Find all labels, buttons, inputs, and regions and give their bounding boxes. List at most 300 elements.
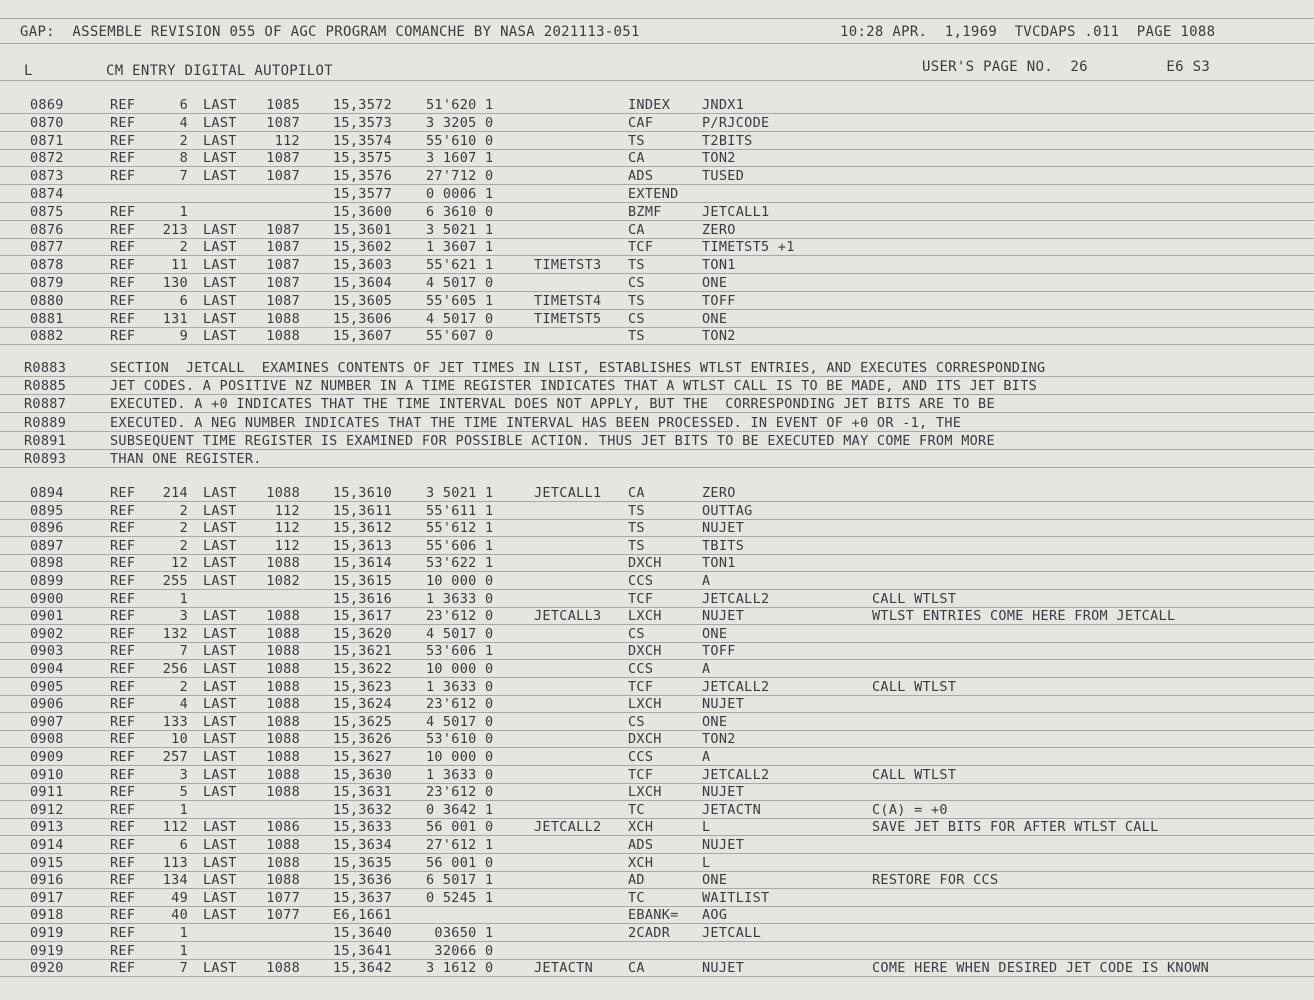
last-line: 1087 xyxy=(266,114,300,131)
last-tag: LAST xyxy=(203,696,237,713)
remark-number: R0883 xyxy=(24,360,67,376)
ref-tag: REF xyxy=(110,132,136,149)
code-label: TIMETST3 xyxy=(534,257,602,274)
ref-tag: REF xyxy=(110,537,136,554)
opcode: DXCH xyxy=(628,731,662,748)
line-number: 0914 xyxy=(30,837,64,853)
octal-code: 27'712 0 xyxy=(426,168,494,185)
ref-tag: REF xyxy=(110,328,136,345)
octal-code: 55'606 1 xyxy=(426,537,494,554)
last-tag: LAST xyxy=(203,837,237,853)
octal-code: 53'606 1 xyxy=(426,643,494,660)
last-line: 1087 xyxy=(266,239,300,256)
operand: WAITLIST xyxy=(702,889,770,906)
opcode: TS xyxy=(628,257,645,274)
address: 15,3575 xyxy=(333,150,392,167)
last-line: 1088 xyxy=(266,485,300,501)
ruled-line xyxy=(0,113,1314,114)
last-tag: LAST xyxy=(203,784,237,801)
operand: JETCALL2 xyxy=(702,678,770,695)
ref-tag: REF xyxy=(110,310,136,327)
ruled-line xyxy=(0,712,1314,713)
ruled-line xyxy=(0,888,1314,889)
ruled-line xyxy=(0,642,1314,643)
octal-code: 55'621 1 xyxy=(426,257,494,274)
last-line: 1088 xyxy=(266,749,300,765)
operand: TON2 xyxy=(702,150,736,167)
ref-count: 9 xyxy=(179,328,188,345)
comment: CALL WTLST xyxy=(872,678,957,695)
last-tag: LAST xyxy=(203,239,237,256)
ref-tag: REF xyxy=(110,749,136,765)
operand: L xyxy=(702,854,711,871)
octal-code: 4 5017 0 xyxy=(426,625,494,642)
header-mark: L xyxy=(24,63,33,79)
last-tag: LAST xyxy=(203,150,237,167)
opcode: TS xyxy=(628,132,645,149)
ref-tag: REF xyxy=(110,678,136,695)
ref-count: 2 xyxy=(179,239,188,256)
last-tag: LAST xyxy=(203,537,237,554)
address: 15,3607 xyxy=(333,328,392,345)
ref-count: 213 xyxy=(162,221,188,238)
line-number: 0896 xyxy=(30,520,64,537)
ruled-line xyxy=(0,554,1314,555)
operand: ONE xyxy=(702,872,728,889)
last-tag: LAST xyxy=(203,257,237,274)
octal-code: 3 5021 1 xyxy=(426,221,494,238)
opcode: EXTEND xyxy=(628,186,679,202)
ref-tag: REF xyxy=(110,625,136,642)
ruled-line xyxy=(0,309,1314,310)
operand: TUSED xyxy=(702,168,745,185)
opcode: TCF xyxy=(628,590,654,607)
ruled-line xyxy=(0,431,1314,432)
octal-code: 4 5017 0 xyxy=(426,275,494,291)
ruled-line xyxy=(0,273,1314,274)
address: 15,3633 xyxy=(333,819,392,836)
code-label: TIMETST5 xyxy=(534,310,602,327)
octal-code: 03650 1 xyxy=(426,925,494,941)
remark-text: JET CODES. A POSITIVE NZ NUMBER IN A TIME REGISTER INDICATES THAT A WTLST CALL IS TO BE MADE, AND ITS JET BITS xyxy=(110,378,1038,395)
ref-tag: REF xyxy=(110,114,136,131)
ruled-line xyxy=(0,624,1314,625)
operand: NUJET xyxy=(702,960,745,977)
code-label: TIMETST4 xyxy=(534,292,602,309)
last-line: 1088 xyxy=(266,766,300,783)
opcode: ADS xyxy=(628,837,654,853)
opcode: DXCH xyxy=(628,643,662,660)
ref-count: 4 xyxy=(179,696,188,713)
address: 15,3610 xyxy=(333,485,392,501)
last-tag: LAST xyxy=(203,872,237,889)
octal-code: 0 5245 1 xyxy=(426,889,494,906)
ref-tag: REF xyxy=(110,292,136,309)
opcode: CCS xyxy=(628,749,654,765)
ruled-line xyxy=(0,80,1314,81)
ref-count: 2 xyxy=(179,678,188,695)
address: 15,3611 xyxy=(333,502,392,519)
line-number: 0878 xyxy=(30,257,64,274)
address: 15,3636 xyxy=(333,872,392,889)
ruled-line xyxy=(0,853,1314,854)
line-number: 0876 xyxy=(30,221,64,238)
ref-count: 214 xyxy=(162,485,188,501)
opcode: XCH xyxy=(628,819,654,836)
ruled-line xyxy=(0,166,1314,167)
address: 15,3604 xyxy=(333,275,392,291)
operand: AOG xyxy=(702,907,728,924)
address: 15,3631 xyxy=(333,784,392,801)
address: 15,3617 xyxy=(333,608,392,625)
address: 15,3641 xyxy=(333,942,392,959)
octal-code: 53'622 1 xyxy=(426,555,494,572)
ruled-line xyxy=(0,131,1314,132)
last-tag: LAST xyxy=(203,97,237,113)
opcode: CA xyxy=(628,150,645,167)
opcode: ADS xyxy=(628,168,654,185)
ref-count: 131 xyxy=(162,310,188,327)
line-number: 0917 xyxy=(30,889,64,906)
line-number: 0898 xyxy=(30,555,64,572)
ref-tag: REF xyxy=(110,925,136,941)
opcode: CS xyxy=(628,713,645,730)
comment: C(A) = +0 xyxy=(872,801,948,818)
octal-code: 0 0006 1 xyxy=(426,186,494,202)
operand: NUJET xyxy=(702,520,745,537)
ruled-line xyxy=(0,43,1314,44)
ref-tag: REF xyxy=(110,150,136,167)
operand: OUTTAG xyxy=(702,502,753,519)
opcode: CCS xyxy=(628,661,654,677)
octal-code: 3 5021 1 xyxy=(426,485,494,501)
address: 15,3573 xyxy=(333,114,392,131)
ref-count: 130 xyxy=(162,275,188,291)
ruled-line xyxy=(0,18,1314,19)
operand: TBITS xyxy=(702,537,745,554)
operand: A xyxy=(702,749,711,765)
ref-count: 1 xyxy=(179,801,188,818)
code-label: JETCALL3 xyxy=(534,608,602,625)
ruled-line xyxy=(0,571,1314,572)
ref-tag: REF xyxy=(110,221,136,238)
last-tag: LAST xyxy=(203,960,237,977)
ruled-line xyxy=(0,677,1314,678)
last-tag: LAST xyxy=(203,292,237,309)
address: 15,3626 xyxy=(333,731,392,748)
address: 15,3630 xyxy=(333,766,392,783)
octal-code: 55'612 1 xyxy=(426,520,494,537)
ref-count: 133 xyxy=(162,713,188,730)
last-tag: LAST xyxy=(203,221,237,238)
ref-tag: REF xyxy=(110,203,136,220)
last-line: 1087 xyxy=(266,150,300,167)
last-line: 112 xyxy=(274,520,300,537)
operand: TON2 xyxy=(702,328,736,345)
ref-tag: REF xyxy=(110,942,136,959)
operand: NUJET xyxy=(702,696,745,713)
last-line: 112 xyxy=(274,502,300,519)
ruled-line xyxy=(0,238,1314,239)
opcode: LXCH xyxy=(628,608,662,625)
octal-code: 10 000 0 xyxy=(426,573,494,589)
last-line: 1077 xyxy=(266,889,300,906)
line-number: 0903 xyxy=(30,643,64,660)
last-tag: LAST xyxy=(203,713,237,730)
operand: ZERO xyxy=(702,221,736,238)
octal-code: 1 3633 0 xyxy=(426,766,494,783)
last-line: 1087 xyxy=(266,257,300,274)
ref-count: 1 xyxy=(179,590,188,607)
last-tag: LAST xyxy=(203,678,237,695)
address: 15,3623 xyxy=(333,678,392,695)
ref-tag: REF xyxy=(110,608,136,625)
last-tag: LAST xyxy=(203,168,237,185)
ruled-line xyxy=(0,255,1314,256)
remark-text: SECTION JETCALL EXAMINES CONTENTS OF JET TIMES IN LIST, ESTABLISHES WTLST ENTRIES, AND EXECUTES CORRESPONDING xyxy=(110,360,1046,376)
last-line: 1077 xyxy=(266,907,300,924)
octal-code: 10 000 0 xyxy=(426,661,494,677)
ref-tag: REF xyxy=(110,257,136,274)
operand: JETCALL2 xyxy=(702,766,770,783)
last-line: 112 xyxy=(274,537,300,554)
comment: CALL WTLST xyxy=(872,590,957,607)
octal-code: 1 3633 0 xyxy=(426,590,494,607)
code-label: JETACTN xyxy=(534,960,593,977)
opcode: CAF xyxy=(628,114,654,131)
last-tag: LAST xyxy=(203,520,237,537)
last-tag: LAST xyxy=(203,819,237,836)
line-number: 0920 xyxy=(30,960,64,977)
operand: NUJET xyxy=(702,837,745,853)
line-number: 0880 xyxy=(30,292,64,309)
ref-count: 2 xyxy=(179,520,188,537)
ruled-line xyxy=(0,412,1314,413)
remark-number: R0891 xyxy=(24,432,67,449)
ref-count: 7 xyxy=(179,960,188,977)
ref-tag: REF xyxy=(110,643,136,660)
operand: TOFF xyxy=(702,643,736,660)
line-number: 0906 xyxy=(30,696,64,713)
octal-code: 1 3633 0 xyxy=(426,678,494,695)
operand: JNDX1 xyxy=(702,97,745,113)
address: 15,3632 xyxy=(333,801,392,818)
operand: L xyxy=(702,819,711,836)
operand: TOFF xyxy=(702,292,736,309)
last-line: 1087 xyxy=(266,292,300,309)
octal-code: 6 3610 0 xyxy=(426,203,494,220)
line-number: 0919 xyxy=(30,942,64,959)
line-number: 0915 xyxy=(30,854,64,871)
operand: ONE xyxy=(702,310,728,327)
ref-tag: REF xyxy=(110,555,136,572)
ref-tag: REF xyxy=(110,872,136,889)
opcode: TCF xyxy=(628,678,654,695)
address: 15,3615 xyxy=(333,573,392,589)
last-line: 1087 xyxy=(266,275,300,291)
ref-tag: REF xyxy=(110,168,136,185)
ruled-line xyxy=(0,449,1314,450)
ref-tag: REF xyxy=(110,784,136,801)
ref-tag: REF xyxy=(110,661,136,677)
ref-count: 6 xyxy=(179,97,188,113)
operand: NUJET xyxy=(702,784,745,801)
ruled-line xyxy=(0,220,1314,221)
operand: ZERO xyxy=(702,485,736,501)
operand: A xyxy=(702,573,711,589)
ref-tag: REF xyxy=(110,960,136,977)
line-number: 0919 xyxy=(30,925,64,941)
ref-count: 12 xyxy=(171,555,188,572)
ref-count: 2 xyxy=(179,502,188,519)
ruled-line xyxy=(0,818,1314,819)
operand: T2BITS xyxy=(702,132,753,149)
ruled-line xyxy=(0,730,1314,731)
ruled-line xyxy=(0,536,1314,537)
octal-code: 0 3642 1 xyxy=(426,801,494,818)
line-number: 0895 xyxy=(30,502,64,519)
ref-tag: REF xyxy=(110,520,136,537)
opcode: TS xyxy=(628,520,645,537)
line-number: 0882 xyxy=(30,328,64,345)
ref-count: 11 xyxy=(171,257,188,274)
ref-count: 7 xyxy=(179,643,188,660)
last-tag: LAST xyxy=(203,766,237,783)
operand: JETACTN xyxy=(702,801,761,818)
last-line: 1088 xyxy=(266,854,300,871)
line-number: 0899 xyxy=(30,573,64,589)
address: 15,3621 xyxy=(333,643,392,660)
ref-tag: REF xyxy=(110,819,136,836)
opcode: LXCH xyxy=(628,696,662,713)
line-number: 0870 xyxy=(30,114,64,131)
ref-count: 10 xyxy=(171,731,188,748)
address: 15,3576 xyxy=(333,168,392,185)
address: 15,3640 xyxy=(333,925,392,941)
last-line: 1088 xyxy=(266,608,300,625)
last-tag: LAST xyxy=(203,132,237,149)
ruled-line xyxy=(0,376,1314,377)
address: 15,3602 xyxy=(333,239,392,256)
line-number: 0871 xyxy=(30,132,64,149)
last-line: 1088 xyxy=(266,643,300,660)
address: 15,3627 xyxy=(333,749,392,765)
remark-text: SUBSEQUENT TIME REGISTER IS EXAMINED FOR POSSIBLE ACTION. THUS JET BITS TO BE EXECUTED MAY COME FROM MORE xyxy=(110,432,995,449)
address: 15,3614 xyxy=(333,555,392,572)
opcode: DXCH xyxy=(628,555,662,572)
opcode: CA xyxy=(628,960,645,977)
ruled-line xyxy=(0,501,1314,502)
line-number: 0918 xyxy=(30,907,64,924)
address: 15,3574 xyxy=(333,132,392,149)
opcode: TCF xyxy=(628,239,654,256)
address: 15,3612 xyxy=(333,520,392,537)
opcode: TS xyxy=(628,502,645,519)
last-line: 1088 xyxy=(266,784,300,801)
last-tag: LAST xyxy=(203,661,237,677)
operand: A xyxy=(702,661,711,677)
line-number: 0904 xyxy=(30,661,64,677)
octal-code: 55'607 0 xyxy=(426,328,494,345)
line-number: 0879 xyxy=(30,275,64,291)
remark-number: R0893 xyxy=(24,451,67,467)
code-label: JETCALL1 xyxy=(534,485,602,501)
last-line: 112 xyxy=(274,132,300,149)
last-line: 1088 xyxy=(266,661,300,677)
address: 15,3637 xyxy=(333,889,392,906)
last-tag: LAST xyxy=(203,275,237,291)
ref-tag: REF xyxy=(110,731,136,748)
octal-code: 32066 0 xyxy=(426,942,494,959)
last-tag: LAST xyxy=(203,643,237,660)
ruled-line xyxy=(0,835,1314,836)
ruled-line xyxy=(0,783,1314,784)
opcode: CS xyxy=(628,625,645,642)
ref-count: 132 xyxy=(162,625,188,642)
line-number: 0910 xyxy=(30,766,64,783)
operand: TON1 xyxy=(702,555,736,572)
ref-count: 3 xyxy=(179,766,188,783)
line-number: 0912 xyxy=(30,801,64,818)
comment: COME HERE WHEN DESIRED JET CODE IS KNOWN xyxy=(872,960,1210,977)
address: 15,3635 xyxy=(333,854,392,871)
opcode: CS xyxy=(628,275,645,291)
ruled-line xyxy=(0,765,1314,766)
operand: ONE xyxy=(702,625,728,642)
operand: P/RJCODE xyxy=(702,114,770,131)
last-line: 1085 xyxy=(266,97,300,113)
operand: TON2 xyxy=(702,731,736,748)
last-tag: LAST xyxy=(203,114,237,131)
octal-code: 23'612 0 xyxy=(426,784,494,801)
octal-code: 23'612 0 xyxy=(426,608,494,625)
opcode: BZMF xyxy=(628,203,662,220)
last-line: 1088 xyxy=(266,731,300,748)
ref-count: 8 xyxy=(179,150,188,167)
line-number: 0916 xyxy=(30,872,64,889)
ref-count: 1 xyxy=(179,942,188,959)
ruled-line xyxy=(0,941,1314,942)
line-number: 0900 xyxy=(30,590,64,607)
header-date-page: 10:28 APR. 1,1969 TVCDAPS .011 PAGE 1088 xyxy=(840,24,1216,40)
address: 15,3642 xyxy=(333,960,392,977)
operand: JETCALL xyxy=(702,925,761,941)
opcode: INDEX xyxy=(628,97,671,113)
octal-code: 6 5017 1 xyxy=(426,872,494,889)
last-line: 1088 xyxy=(266,328,300,345)
ref-tag: REF xyxy=(110,275,136,291)
ref-count: 49 xyxy=(171,889,188,906)
last-line: 1086 xyxy=(266,819,300,836)
opcode: TC xyxy=(628,801,645,818)
operand: TON1 xyxy=(702,257,736,274)
line-number: 0902 xyxy=(30,625,64,642)
octal-code: 4 5017 0 xyxy=(426,713,494,730)
last-line: 1088 xyxy=(266,713,300,730)
operand: JETCALL1 xyxy=(702,203,770,220)
address: 15,3577 xyxy=(333,186,392,202)
last-tag: LAST xyxy=(203,749,237,765)
opcode: EBANK= xyxy=(628,907,679,924)
octal-code: 51'620 1 xyxy=(426,97,494,113)
opcode: LXCH xyxy=(628,784,662,801)
line-number: 0909 xyxy=(30,749,64,765)
ruled-line xyxy=(0,589,1314,590)
ruled-line xyxy=(0,327,1314,328)
last-tag: LAST xyxy=(203,328,237,345)
last-line: 1088 xyxy=(266,837,300,853)
octal-code: 3 1612 0 xyxy=(426,960,494,977)
